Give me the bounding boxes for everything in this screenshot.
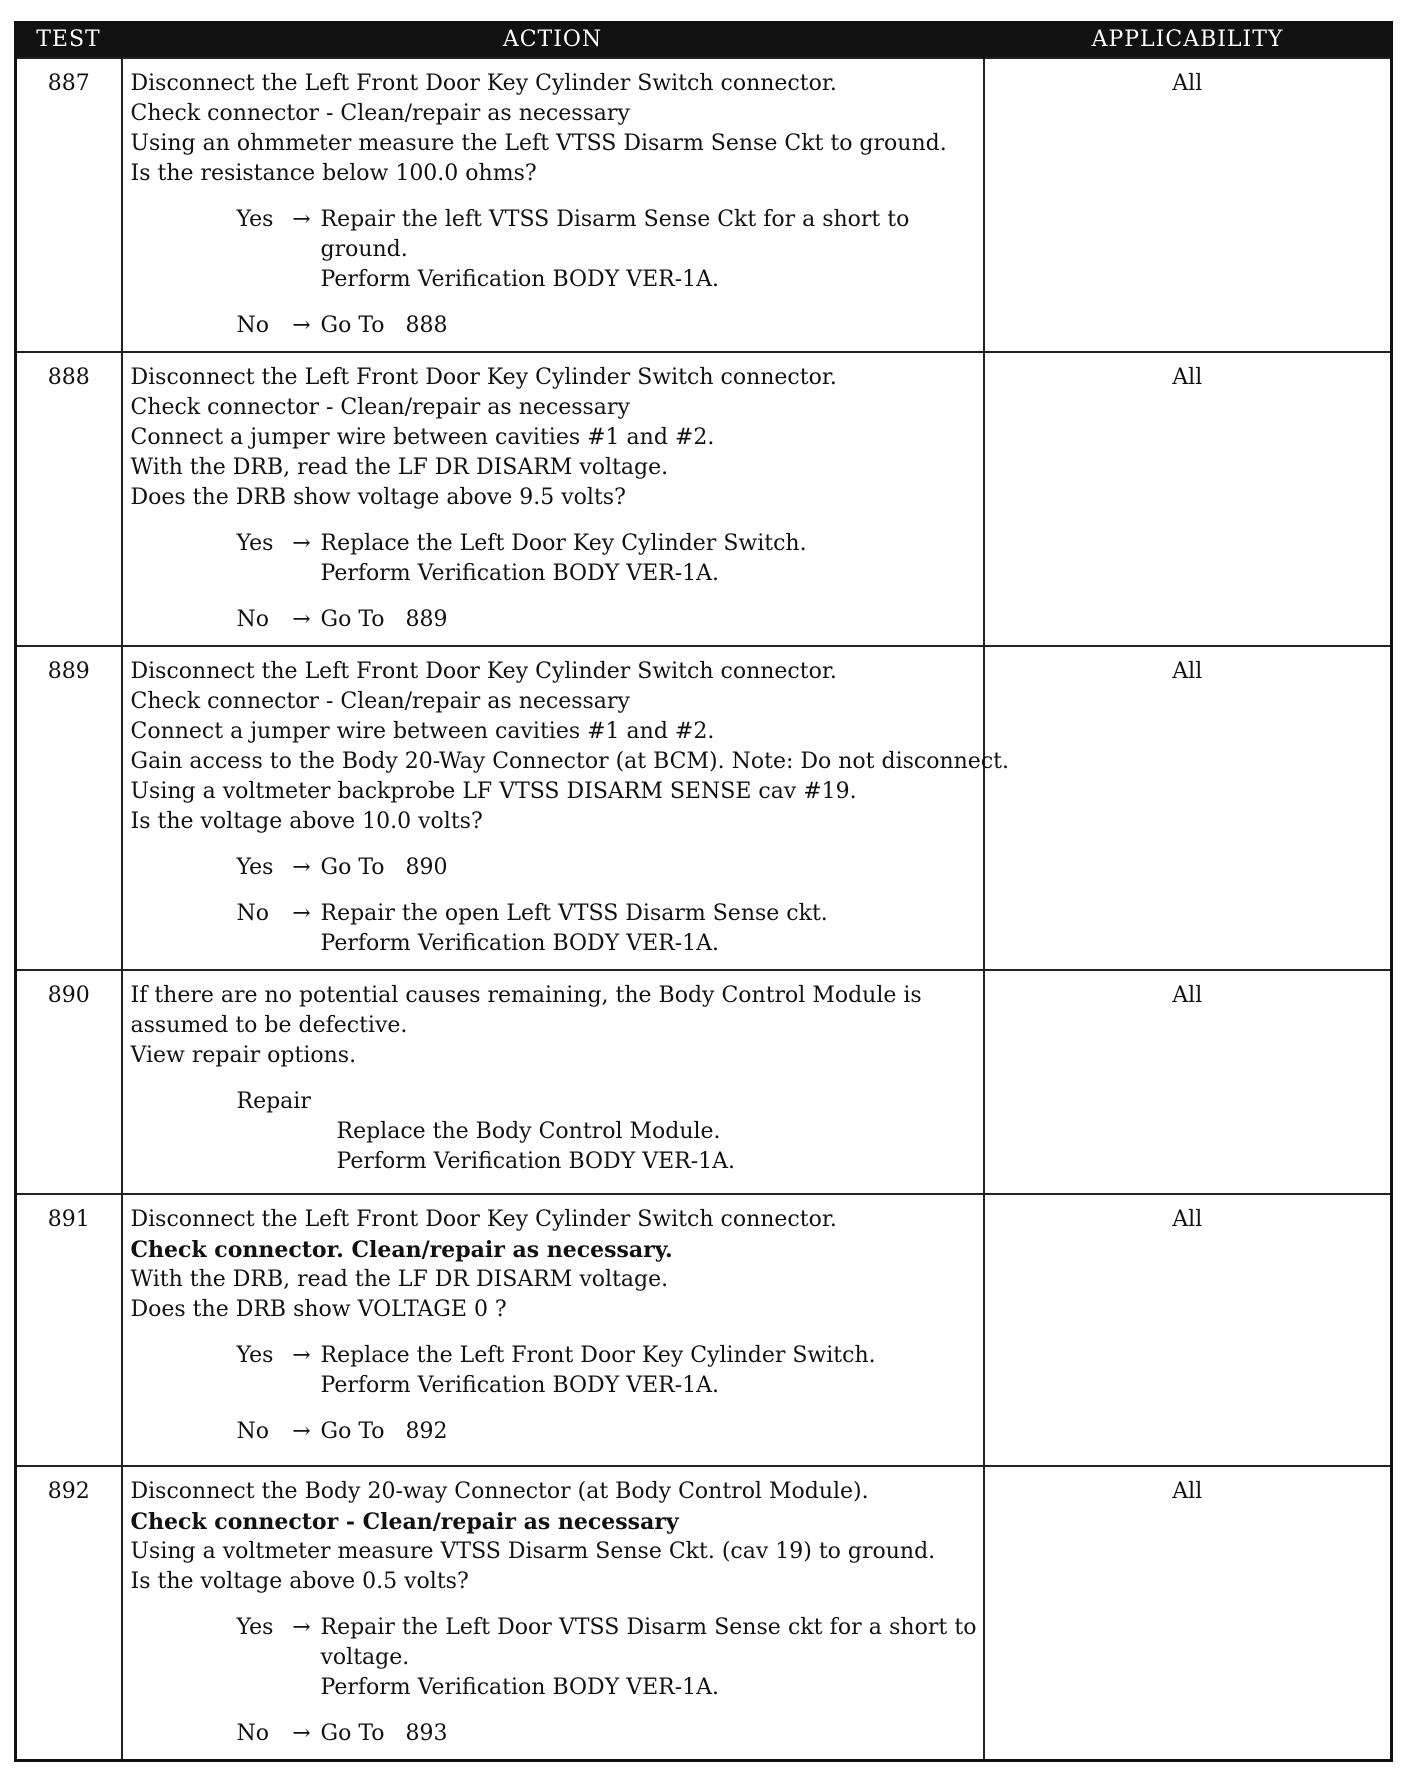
result-line: Go To 889 bbox=[320, 607, 448, 632]
no-result bbox=[321, 1417, 977, 1447]
arrow-right-icon: → bbox=[292, 207, 311, 232]
no-branch bbox=[131, 605, 977, 635]
action-line: Does the DRB show VOLTAGE 0 ? bbox=[130, 1297, 507, 1322]
action-line: Using a voltmeter backprobe LF VTSS DISARM SENSE cav #19. bbox=[130, 779, 857, 804]
result-line: Perform Verification BODY VER-1A. bbox=[320, 1675, 720, 1700]
result-line: Replace the Left Front Door Key Cylinder Switch. bbox=[320, 1343, 876, 1368]
action-line: Disconnect the Left Front Door Key Cylinder Switch connector. bbox=[130, 1207, 837, 1232]
result-line: Repair the Left Door VTSS Disarm Sense ckt for a short to voltage. bbox=[320, 1615, 977, 1670]
arrow-right-icon: → bbox=[292, 1343, 311, 1368]
action-line: Is the voltage above 10.0 volts? bbox=[130, 809, 483, 834]
header-test: TEST bbox=[16, 21, 122, 58]
table-row bbox=[16, 1466, 1392, 1761]
no-result bbox=[321, 899, 977, 959]
yes-result bbox=[321, 1613, 977, 1703]
no-branch bbox=[131, 311, 977, 341]
no-result bbox=[321, 311, 977, 341]
header-applicability: APPLICABILITY bbox=[984, 21, 1392, 58]
action-line: Using an ohmmeter measure the Left VTSS Disarm Sense Ckt to ground. bbox=[130, 131, 947, 156]
applicability-cell: All bbox=[984, 58, 1392, 352]
applicability-cell: All bbox=[984, 646, 1392, 970]
yes-result bbox=[321, 1341, 977, 1401]
table-row bbox=[16, 646, 1392, 970]
yes-result bbox=[321, 529, 977, 589]
arrow-right-icon: → bbox=[292, 1721, 311, 1746]
yes-label: Yes bbox=[236, 855, 274, 880]
table-row bbox=[16, 1194, 1392, 1466]
action-line: If there are no potential causes remaining, the Body Control Module is assumed to be defective. bbox=[130, 983, 922, 1038]
result-line: Replace the Left Door Key Cylinder Switch. bbox=[320, 531, 807, 556]
table-row bbox=[16, 970, 1392, 1194]
result-line: Go To 890 bbox=[320, 855, 448, 880]
action-line: View repair options. bbox=[130, 1043, 357, 1068]
no-label: No bbox=[236, 607, 269, 632]
arrow-right-icon: → bbox=[292, 1615, 311, 1640]
result-line: Replace the Body Control Module. bbox=[336, 1119, 721, 1144]
action-line: With the DRB, read the LF DR DISARM voltage. bbox=[130, 455, 669, 480]
applicability-cell: All bbox=[984, 1466, 1392, 1761]
arrow-right-icon: → bbox=[292, 607, 311, 632]
arrow-right-icon: → bbox=[292, 1419, 311, 1444]
test-number: 887 bbox=[16, 58, 122, 352]
arrow-right-icon: → bbox=[292, 901, 311, 926]
table-row bbox=[16, 352, 1392, 646]
applicability-cell: All bbox=[984, 970, 1392, 1194]
repair-label: Repair bbox=[236, 1089, 311, 1114]
test-number: 891 bbox=[16, 1194, 122, 1466]
table-row bbox=[16, 58, 1392, 352]
action-line: Check connector - Clean/repair as necessary bbox=[130, 689, 630, 714]
applicability-cell: All bbox=[984, 1194, 1392, 1466]
no-branch bbox=[131, 899, 977, 959]
action-cell bbox=[122, 58, 984, 352]
result-line: Go To 888 bbox=[320, 313, 448, 338]
arrow-right-icon: → bbox=[292, 531, 311, 556]
action-line: Connect a jumper wire between cavities #1 and #2. bbox=[130, 719, 715, 744]
action-line: Disconnect the Body 20-way Connector (at Body Control Module). bbox=[130, 1479, 869, 1504]
repair-options bbox=[131, 1087, 977, 1177]
no-result bbox=[321, 1719, 977, 1749]
test-number: 888 bbox=[16, 352, 122, 646]
action-line: Disconnect the Left Front Door Key Cylinder Switch connector. bbox=[130, 71, 837, 96]
yes-branch bbox=[131, 1341, 977, 1401]
no-label: No bbox=[236, 313, 269, 338]
action-line: Disconnect the Left Front Door Key Cylinder Switch connector. bbox=[130, 365, 837, 390]
yes-label: Yes bbox=[236, 1343, 274, 1368]
action-line: Connect a jumper wire between cavities #1 and #2. bbox=[130, 425, 715, 450]
result-line: Perform Verification BODY VER-1A. bbox=[320, 267, 720, 292]
action-cell bbox=[122, 352, 984, 646]
action-line: Gain access to the Body 20-Way Connector (at BCM). Note: Do not disconnect. bbox=[130, 749, 1009, 774]
no-branch bbox=[131, 1417, 977, 1447]
result-line: Go To 893 bbox=[320, 1721, 448, 1746]
applicability-cell: All bbox=[984, 352, 1392, 646]
action-line: Check connector - Clean/repair as necessary bbox=[130, 1509, 679, 1535]
action-line: Does the DRB show voltage above 9.5 volts? bbox=[130, 485, 626, 510]
yes-label: Yes bbox=[236, 207, 274, 232]
action-line: Using a voltmeter measure VTSS Disarm Sense Ckt. (cav 19) to ground. bbox=[130, 1539, 936, 1564]
yes-branch bbox=[131, 205, 977, 295]
yes-branch bbox=[131, 1613, 977, 1703]
test-number: 890 bbox=[16, 970, 122, 1194]
no-label: No bbox=[236, 1721, 269, 1746]
result-line: Go To 892 bbox=[320, 1419, 448, 1444]
action-line: Disconnect the Left Front Door Key Cylinder Switch connector. bbox=[130, 659, 837, 684]
arrow-right-icon: → bbox=[292, 313, 311, 338]
yes-branch bbox=[131, 853, 977, 883]
no-label: No bbox=[236, 1419, 269, 1444]
action-line: Is the voltage above 0.5 volts? bbox=[130, 1569, 469, 1594]
no-result bbox=[321, 605, 977, 635]
table-header-row bbox=[16, 21, 1392, 58]
result-line: Repair the left VTSS Disarm Sense Ckt for a short to ground. bbox=[320, 207, 910, 262]
yes-result bbox=[321, 853, 977, 883]
diagnostic-test-table bbox=[14, 21, 1393, 1762]
result-line: Perform Verification BODY VER-1A. bbox=[336, 1149, 736, 1174]
result-line: Perform Verification BODY VER-1A. bbox=[320, 931, 720, 956]
action-cell bbox=[122, 646, 1009, 970]
repair-result bbox=[237, 1117, 977, 1177]
result-line: Repair the open Left VTSS Disarm Sense ckt. bbox=[320, 901, 828, 926]
action-line: Check connector. Clean/repair as necessary. bbox=[130, 1237, 673, 1263]
result-line: Perform Verification BODY VER-1A. bbox=[320, 1373, 720, 1398]
action-line: Is the resistance below 100.0 ohms? bbox=[130, 161, 537, 186]
test-number: 889 bbox=[16, 646, 122, 970]
no-label: No bbox=[236, 901, 269, 926]
action-cell bbox=[122, 970, 984, 1194]
yes-label: Yes bbox=[236, 531, 274, 556]
action-line: With the DRB, read the LF DR DISARM voltage. bbox=[130, 1267, 669, 1292]
header-action: ACTION bbox=[122, 21, 984, 58]
action-cell bbox=[122, 1194, 984, 1466]
yes-result bbox=[321, 205, 977, 295]
arrow-right-icon: → bbox=[292, 855, 311, 880]
yes-label: Yes bbox=[236, 1615, 274, 1640]
action-cell bbox=[122, 1466, 984, 1761]
yes-branch bbox=[131, 529, 977, 589]
result-line: Perform Verification BODY VER-1A. bbox=[320, 561, 720, 586]
no-branch bbox=[131, 1719, 977, 1749]
test-number: 892 bbox=[16, 1466, 122, 1761]
action-line: Check connector - Clean/repair as necessary bbox=[130, 101, 630, 126]
action-line: Check connector - Clean/repair as necessary bbox=[130, 395, 630, 420]
